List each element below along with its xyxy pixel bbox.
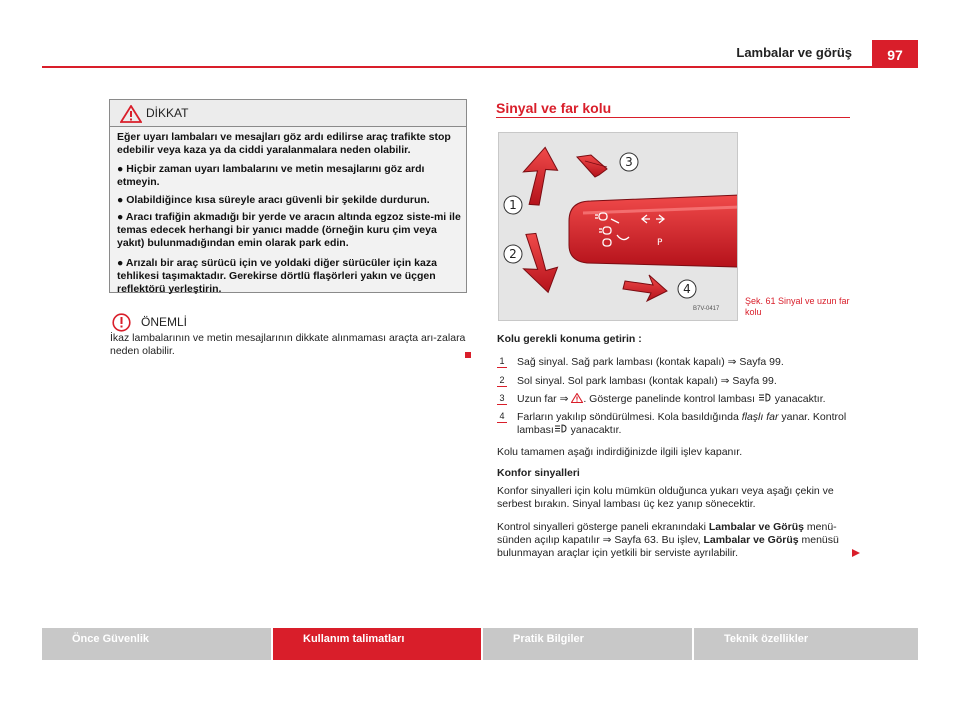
item-number: 3 [497, 393, 507, 405]
warning-triangle-icon [120, 105, 142, 123]
comfort-text: Konfor sinyalleri için kolu mümkün olduğunca yukarı veya aşağı çekin ve serbest bırakın. Sinyal lambası üç kez yanıp sönecektir. [497, 485, 834, 510]
warning-triangle-icon [571, 393, 583, 403]
item-number: 1 [497, 356, 507, 368]
paragraph-lever-off: Kolu tamamen aşağı indirdiğinizde ilgili işlev kapanır. [497, 446, 743, 458]
figure-code: B7V-0417 [693, 306, 720, 312]
figure-turn-signal-lever [498, 132, 738, 321]
lever-illustration [499, 133, 738, 321]
warning-box [109, 99, 467, 293]
warning-paragraph: Eğer uyarı lambaları ve mesajları göz ardı edilirse araç trafikte stop edebilir veya kaza ya da ciddi yaralanmalara neden olabilir. [117, 131, 451, 156]
item-number: 2 [497, 375, 507, 387]
high-beam-icon [554, 424, 568, 433]
callout-2: 2 [509, 247, 517, 261]
warning-header [110, 100, 466, 127]
item-text: Farların yakılıp söndürülmesi. Kola basıldığında flaşlı far yanar. Kontrol lambası yanacaktır. [517, 411, 847, 436]
intro-text: Kolu gerekli konuma getirin : [497, 333, 642, 345]
nav-tab-practical[interactable]: Pratik Bilgiler [483, 628, 692, 660]
item-text: Uzun far ⇒ . Gösterge panelinde kontrol lambası yanacaktır. [517, 393, 826, 405]
warning-bullet: ● Olabildiğince kısa süreyle aracı güvenli bir şekilde durdurun. [117, 194, 430, 206]
item-text: Sol sinyal. Sol park lambası (kontak kapalı) ⇒ Sayfa 99. [517, 375, 777, 387]
item-number: 4 [497, 411, 507, 423]
nav-tab-safety[interactable]: Önce Güvenlik [42, 628, 271, 660]
section-rule [496, 117, 850, 118]
notice-text: İkaz lambalarının ve metin mesajlarının dikkate alınmaması araçta arı-zalara neden olabilir. [110, 332, 466, 357]
svg-text:P: P [657, 238, 663, 248]
nav-tab-operation[interactable]: Kullanım talimatları [273, 628, 481, 660]
callout-3: 3 [625, 155, 633, 169]
notice-exclamation-icon [112, 313, 131, 332]
item-text: Sağ sinyal. Sağ park lambası (kontak kapalı) ⇒ Sayfa 99. [517, 356, 784, 368]
callout-1: 1 [509, 198, 517, 212]
page-number: 97 [872, 40, 918, 68]
running-header-title: Lambalar ve görüş [736, 45, 852, 60]
figure-caption: Şek. 61 Sinyal ve uzun far kolu [745, 296, 850, 317]
control-signals-text: Kontrol sinyalleri gösterge paneli ekranındaki Lambalar ve Görüş menü-sünden açılıp kapatılır ⇒ Sayfa 63. Bu işlev, Lambalar ve Görüş menüsü bulunmayan araçlar için yetkili bir serviste ayrılabilir. [497, 521, 839, 559]
section-title: Sinyal ve far kolu [496, 100, 612, 116]
nav-tab-technical[interactable]: Teknik özellikler [694, 628, 918, 660]
continue-arrow-icon [851, 548, 861, 558]
header-rule [42, 66, 918, 68]
warning-bullet: ● Aracı trafiğin akmadığı bir yerde ve aracın altında egzoz siste-mi ile temas edecek herhangi bir yanıcı madde (örneğin kuru çim veya yakıt) bulunmadığından emin olarak park edin. [117, 211, 461, 249]
comfort-heading: Konfor sinyalleri [497, 467, 580, 479]
notice-title: ÖNEMLİ [141, 315, 188, 329]
warning-bullet: ● Hiçbir zaman uyarı lambalarını ve metin mesajlarını göz ardı etmeyin. [117, 163, 425, 188]
warning-title: DİKKAT [146, 106, 189, 120]
high-beam-icon [758, 393, 772, 402]
warning-bullet: ● Arızalı bir araç sürücü için ve yoldaki diğer sürücüler için kaza tehlikesi taşımaktadır. Gerekirse dörtlü flaşörleri yakın ve üçgen reflektörü yerleştirin. [117, 257, 437, 295]
callout-4: 4 [683, 282, 691, 296]
section-end-marker [465, 352, 471, 358]
